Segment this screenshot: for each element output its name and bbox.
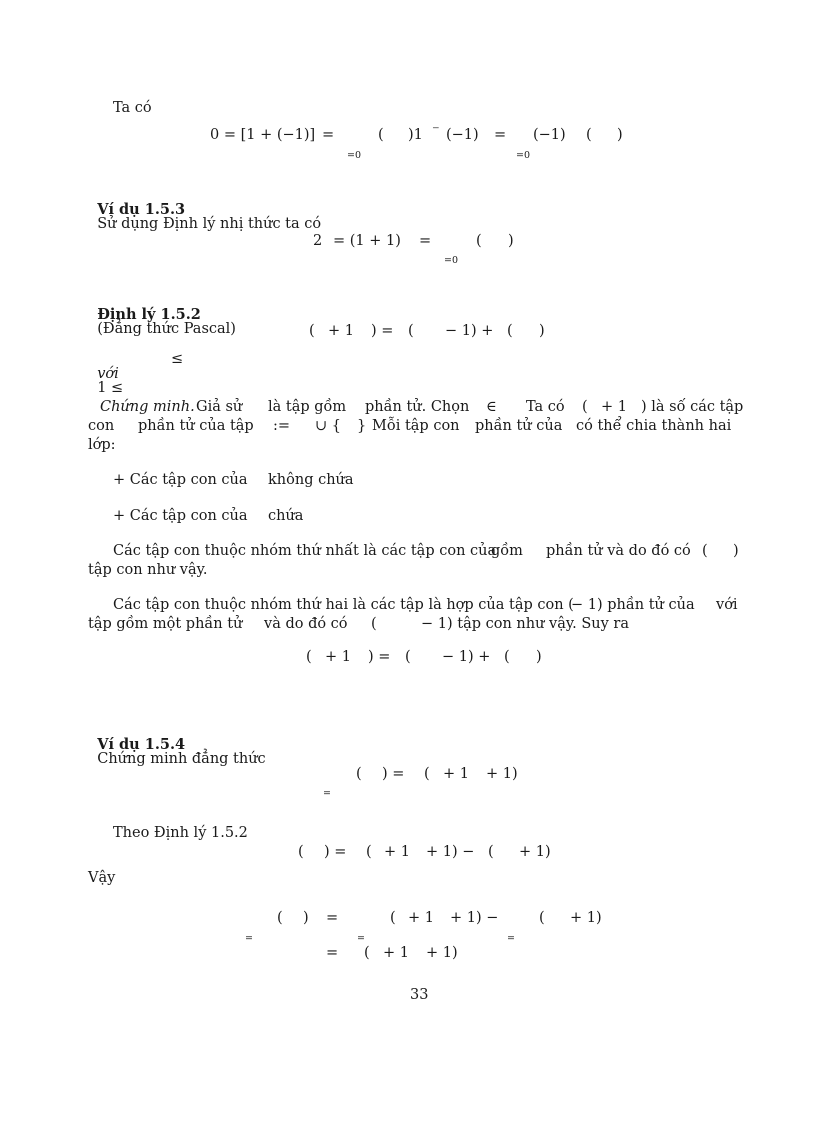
vay-text: Vậy [88, 870, 116, 886]
eq3-part-0: ( [356, 766, 362, 782]
condition-range: 1 ≤ [97, 380, 124, 396]
eq3-part-3: + 1 [443, 766, 469, 782]
p2-l1-2: với [716, 597, 738, 613]
eq1-close-b: ) [617, 127, 623, 143]
proof-l2-1: phần tử của tập [138, 418, 254, 434]
condition-le2: ≤ [171, 351, 184, 367]
proof-l1-5: Ta có [526, 399, 565, 415]
eq5-r1-7: + 1) [570, 910, 602, 926]
proof-l1-2: là tập gồm [268, 399, 347, 415]
eq3-part-1: ) = [382, 766, 405, 782]
pascal1-part-3: ( [408, 323, 414, 339]
p2-l2-3: − 1) tập con như vậy. Suy ra [421, 616, 630, 632]
proof-l1-1: Giả sử [196, 399, 243, 415]
eq4-part-6: + 1) [519, 844, 551, 860]
p1-l1-3: ( [702, 543, 708, 559]
eq1-open-b: ( [586, 127, 592, 143]
case2-text-2: chứa [268, 508, 304, 524]
eq5-r2-1: ( [364, 945, 370, 961]
eq2-close: ) [508, 233, 514, 249]
proof-l2-4: } [357, 418, 367, 434]
p2-l2-1: và do đó có [264, 616, 348, 632]
example-1-5-4-label: Ví dụ 1.5.4 [97, 735, 186, 753]
p2-l2-2: ( [371, 616, 377, 632]
pascal1-part-5: ( [507, 323, 513, 339]
p1-l1-0: Các tập con thuộc nhóm thứ nhất là các tập con của [113, 543, 497, 559]
eq1-equals-a: = [322, 127, 335, 143]
proof-l2-2: := [273, 418, 291, 434]
example-1-5-3-label: Ví dụ 1.5.3 [97, 200, 186, 218]
p1-l1-1: gồm [491, 543, 523, 559]
eq5-r1-4: + 1 [408, 910, 434, 926]
eq4-part-4: + 1) − [426, 844, 475, 860]
eq5-r1-5: + 1) − [450, 910, 499, 926]
eq1-neg1b: (−1) [533, 127, 566, 143]
theorem-1-5-2-label: Định lý 1.5.2 [97, 305, 201, 323]
eq1-minus: ⁻ [432, 123, 440, 139]
eq5-sub-0: = [245, 933, 253, 944]
eq4-part-0: ( [298, 844, 304, 860]
eq1-lhs: 0 = [1 + (−1)] [210, 127, 316, 143]
proof-l1-7: + 1 [601, 399, 627, 415]
proof-l1-3: phần tử. Chọn [365, 399, 470, 415]
pascal2-part-1: + 1 [325, 649, 351, 665]
eq5-r1-6: ( [539, 910, 545, 926]
eq3-part-2: ( [424, 766, 430, 782]
eq5-r2-0: = [326, 945, 339, 961]
pascal1-part-6: ) [539, 323, 545, 339]
proof-l2-0: con [88, 418, 115, 434]
pascal1-part-2: ) = [371, 323, 394, 339]
eq4-part-3: + 1 [384, 844, 410, 860]
theorem-1-5-2 [88, 293, 236, 337]
p1-l1-4: ) [733, 543, 739, 559]
eq4-part-1: ) = [324, 844, 347, 860]
proof-line-3: lớp: [88, 437, 116, 453]
proof-l1-4: ∈ [486, 399, 497, 415]
eq1-sub-a: =0 [347, 150, 362, 161]
proof-l1-6: ( [582, 399, 588, 415]
eq5-r1-1: ) [303, 910, 309, 926]
proof-l2-7: có thể chia thành hai [576, 418, 732, 434]
example-1-5-3 [88, 188, 321, 232]
eq5-r2-3: + 1) [426, 945, 458, 961]
pascal2-part-2: ) = [368, 649, 391, 665]
eq1-close-a: )1 [408, 127, 423, 143]
pascal2-part-0: ( [306, 649, 312, 665]
eq2-lhs: 2 [313, 233, 323, 249]
theorem-condition [88, 352, 123, 396]
pascal2-part-6: ) [536, 649, 542, 665]
eq2-sub: =0 [444, 255, 459, 266]
page-number: 33 [410, 987, 429, 1003]
eq4-part-2: ( [366, 844, 372, 860]
pascal2-part-5: ( [504, 649, 510, 665]
pascal2-part-4: − 1) + [442, 649, 491, 665]
pascal1-part-1: + 1 [328, 323, 354, 339]
p2-l1-1: − 1) phần tử của [571, 597, 695, 613]
p2-l2-0: tập gồm một phần tử [88, 616, 243, 632]
eq5-sub-2: = [507, 933, 515, 944]
proof-l2-3: ∪ { [315, 418, 341, 434]
eq1-neg1: (−1) [446, 127, 479, 143]
eq2-equals: = [419, 233, 432, 249]
eq5-sub-1: = [357, 933, 365, 944]
eq5-r1-2: = [326, 910, 339, 926]
condition-with: với [97, 365, 119, 382]
eq3-part-4: + 1) [486, 766, 518, 782]
eq2-open: ( [476, 233, 482, 249]
example-1-5-4-text: Chứng minh đẳng thức [97, 751, 266, 767]
eq5-r1-3: ( [390, 910, 396, 926]
case1-text-2: không chứa [268, 472, 354, 488]
pascal1-part-4: − 1) + [445, 323, 494, 339]
eq1-sub-b: =0 [516, 150, 531, 161]
eq1-open-a: ( [378, 127, 384, 143]
eq5-r2-2: + 1 [383, 945, 409, 961]
pascal2-part-3: ( [405, 649, 411, 665]
p1-l1-2: phần tử và do đó có [546, 543, 691, 559]
proof-l2-5: Mỗi tập con [372, 418, 460, 434]
eq1-equals-b: = [494, 127, 507, 143]
case1-text: + Các tập con của [113, 472, 248, 488]
proof-l1-8: ) là số các tập [641, 399, 744, 415]
theorem-1-5-2-name: (Đẳng thức Pascal) [97, 321, 236, 337]
case2-text: + Các tập con của [113, 508, 248, 524]
example-1-5-3-text: Sử dụng Định lý nhị thức ta có [97, 216, 322, 232]
p1-l2: tập con như vậy. [88, 562, 208, 578]
proof-label: Chứng minh. [100, 399, 195, 415]
eq2-mid: = (1 + 1) [333, 233, 401, 249]
proof-l2-6: phần tử của [475, 418, 563, 434]
text-ta-co: Ta có [113, 100, 152, 116]
eq4-part-5: ( [488, 844, 494, 860]
pascal1-part-0: ( [309, 323, 315, 339]
example-1-5-4 [88, 723, 266, 767]
p2-l1-0: Các tập con thuộc nhóm thứ hai là các tập là hợp của tập con ( [113, 597, 574, 613]
eq3-sub: = [323, 788, 331, 799]
eq5-r1-0: ( [277, 910, 283, 926]
theo-text: Theo Định lý 1.5.2 [113, 825, 248, 841]
